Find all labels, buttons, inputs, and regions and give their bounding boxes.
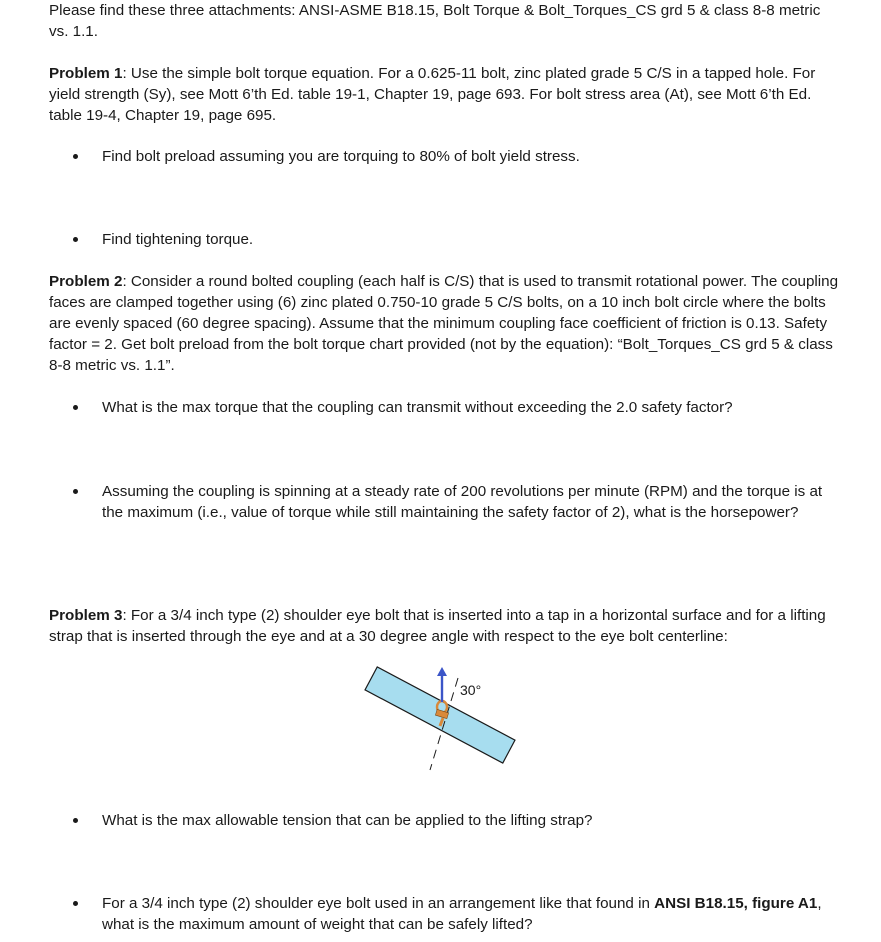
- problem1-label: Problem 1: [49, 65, 123, 82]
- problem3-bullet-2-text: [102, 893, 832, 935]
- intro-text: Please find these three attachments: ANSI-ASME B18.15, Bolt Torque & Bolt_Torques_CS grd 5 & class 8-8 metric vs. 1.1.: [49, 2, 821, 40]
- problem3-paragraph: [49, 605, 839, 647]
- problem1-text: : Use the simple bolt torque equation. For a 0.625-11 bolt, zinc plated grade 5 C/S in a tapped hole. For yield strength (Sy), see Mott 6’th Ed. table 19-1, Chapter 19, page 693. For bolt stress area (At), see Mott 6’th Ed. table 19-4, Chapter 19, page 695.: [49, 65, 816, 124]
- problem3-bullet-2-post: , what is the maximum amount of weight that can be safely lifted?: [102, 895, 822, 933]
- bullet-icon: [73, 154, 78, 159]
- problem2-text: : Consider a round bolted coupling (each half is C/S) that is used to transmit rotational power. The coupling faces are clamped together using (6) zinc plated 0.750-10 grade 5 C/S bolts, on a 10 inch bolt circle where the bolts are evenly spaced (60 degree spacing). Assume that the minimum coupling face coefficient of friction is 0.13. Safety factor = 2. Get bolt preload from the bolt torque chart provided (not by the equation): “Bolt_Torques_CS grd 5 & class 8-8 metric vs. 1.1”.: [49, 273, 839, 374]
- angle-label: 30°: [460, 682, 482, 698]
- bullet-icon: [73, 237, 78, 242]
- problem3-text: : For a 3/4 inch type (2) shoulder eye bolt that is inserted into a tap in a horizontal surface and for a lifting strap that is inserted through the eye and at a 30 degree angle with respect to the eye bolt centerline:: [49, 607, 826, 645]
- bullet-icon: [73, 901, 78, 906]
- problem3-bullet-2-pre: For a 3/4 inch type (2) shoulder eye bolt used in an arrangement like that found in: [102, 895, 655, 912]
- lift-arrow-icon: [437, 667, 447, 702]
- problem1-bullet-2-text: Find tightening torque.: [102, 231, 254, 248]
- eye-bolt-diagram: [360, 660, 530, 780]
- problem1-paragraph: [49, 63, 839, 126]
- problem3-bullet-1-text: What is the max allowable tension that can be applied to the lifting strap?: [102, 812, 593, 829]
- bullet-icon: [73, 818, 78, 823]
- problem2-paragraph: [49, 271, 839, 376]
- problem2-label: Problem 2: [49, 273, 123, 290]
- bullet-icon: [73, 405, 78, 410]
- bullet-icon: [73, 489, 78, 494]
- eye-bolt-figure: [360, 660, 530, 780]
- problem3-label: Problem 3: [49, 607, 123, 624]
- problem1-bullet-1-text: Find bolt preload assuming you are torquing to 80% of bolt yield stress.: [102, 148, 580, 165]
- ansi-reference: ANSI B18.15, figure A1: [654, 895, 818, 912]
- problem2-bullet-1-text: What is the max torque that the coupling can transmit without exceeding the 2.0 safety factor?: [102, 399, 733, 416]
- problem2-bullet-2-text: Assuming the coupling is spinning at a steady rate of 200 revolutions per minute (RPM) and the torque is at the maximum (i.e., value of torque while still maintaining the safety factor of 2), what is the horsepower?: [102, 483, 823, 521]
